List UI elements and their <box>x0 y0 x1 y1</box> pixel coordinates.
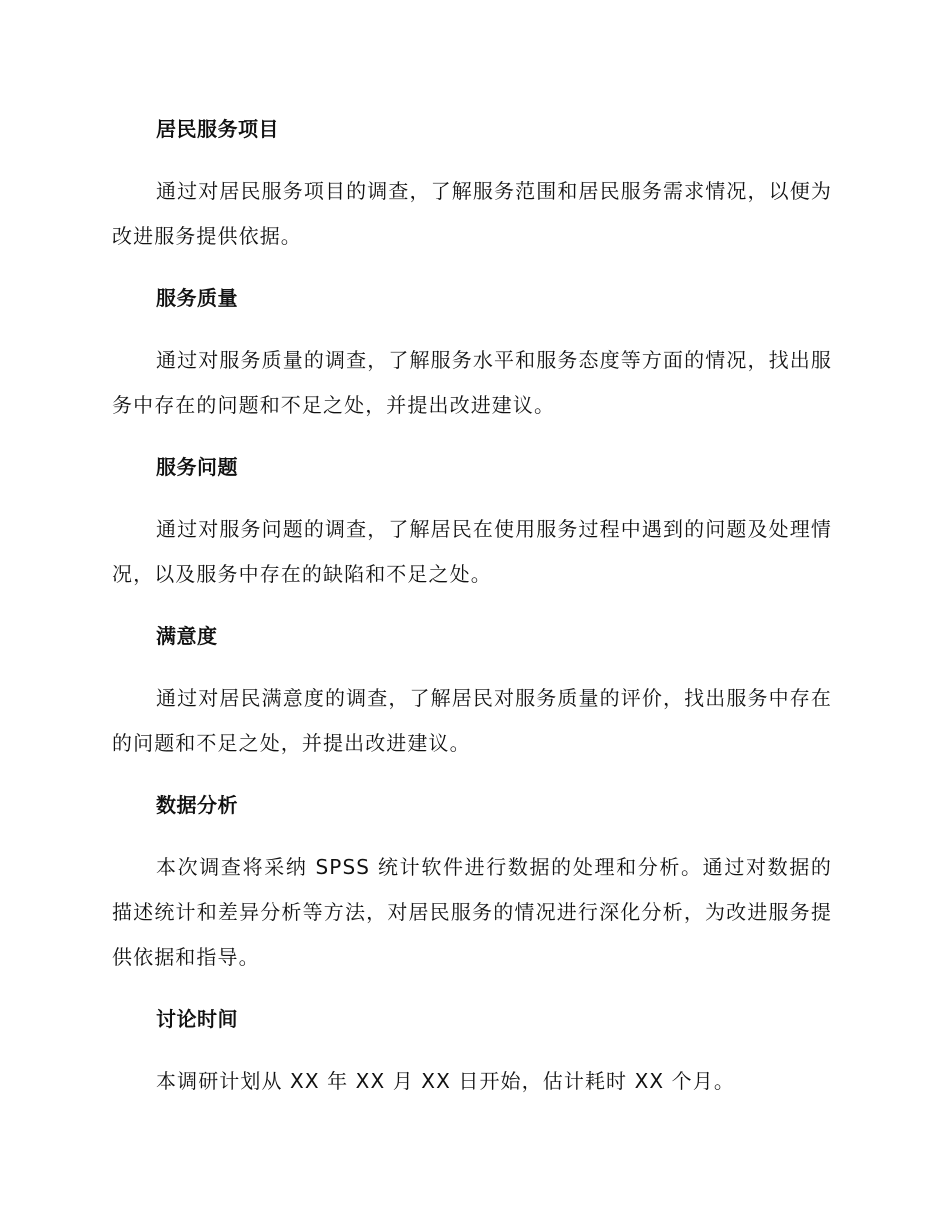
section-paragraph: 本调研计划从 XX 年 XX 月 XX 日开始，估计耗时 XX 个月。 <box>156 1069 735 1093</box>
section-paragraph: 本次调查将采纳 SPSS 统计软件进行数据的处理和分析。通过对数据的描述统计和差异分析等方法，对居民服务的情况进行深化分析，为改进服务提供依据和指导。 <box>112 855 832 969</box>
section-service-quality <box>112 280 832 428</box>
section-paragraph: 通过对居民服务项目的调查，了解服务范围和居民服务需求情况，以便为改进服务提供依据。 <box>112 179 832 248</box>
section-paragraph: 通过对居民满意度的调查，了解居民对服务质量的评价，找出服务中存在的问题和不足之处，并提出改进建议。 <box>112 686 832 755</box>
section-heading: 数据分析 <box>156 793 238 817</box>
section-paragraph: 通过对服务问题的调查，了解居民在使用服务过程中遇到的问题及处理情况，以及服务中存在的缺陷和不足之处。 <box>112 517 832 586</box>
section-heading: 服务问题 <box>156 455 238 479</box>
section-discussion-time <box>112 1001 832 1104</box>
section-heading: 居民服务项目 <box>156 117 279 141</box>
section-heading: 服务质量 <box>156 286 238 310</box>
section-heading: 讨论时间 <box>156 1007 238 1031</box>
section-heading: 满意度 <box>156 624 218 648</box>
section-satisfaction <box>112 618 832 766</box>
section-service-problems <box>112 449 832 597</box>
document-content <box>112 111 832 1125</box>
section-data-analysis <box>112 787 832 980</box>
section-paragraph: 通过对服务质量的调查，了解服务水平和服务态度等方面的情况，找出服务中存在的问题和不足之处，并提出改进建议。 <box>112 348 832 417</box>
section-resident-services <box>112 111 832 259</box>
